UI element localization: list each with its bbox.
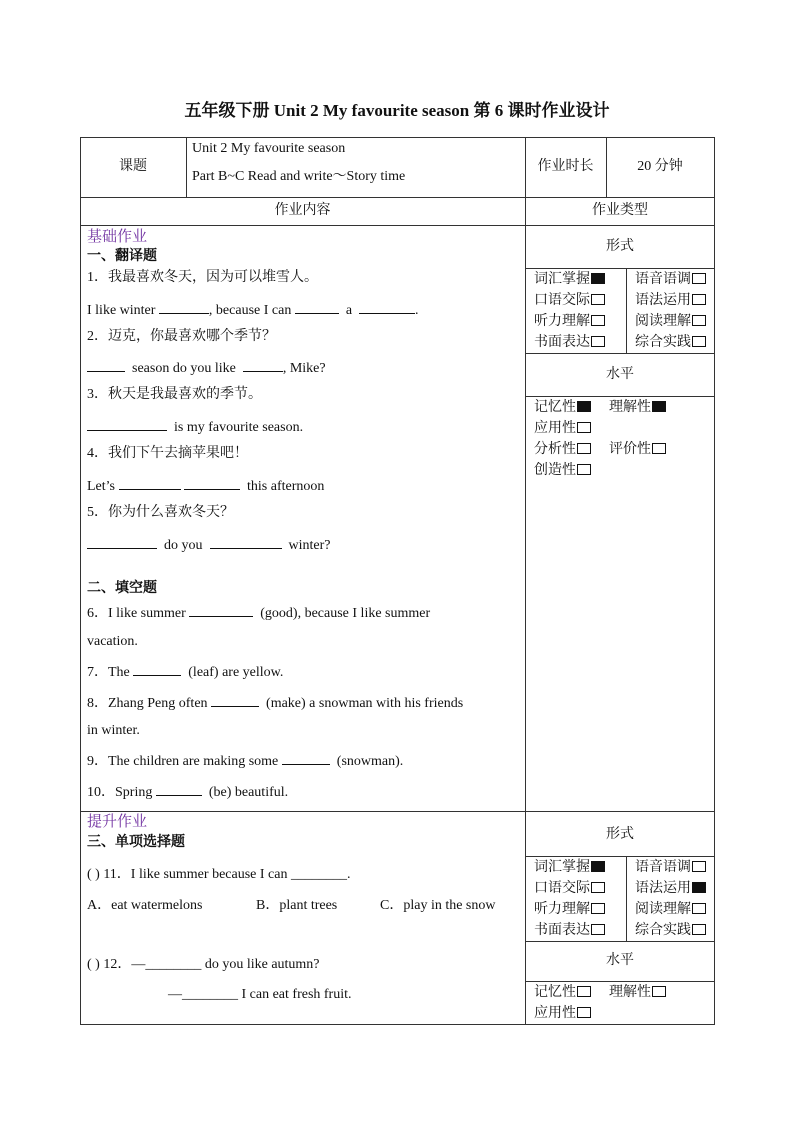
divider [525, 856, 715, 857]
answer-blank[interactable] [210, 535, 282, 549]
divider [525, 981, 715, 982]
checklist-item [534, 922, 605, 940]
answer-blank[interactable] [87, 417, 167, 431]
checklist-label: 语音语调 [635, 860, 691, 875]
section-advanced: 提升作业 [87, 814, 148, 830]
text: 9．The children are making some [87, 754, 279, 769]
text: (snowman). [336, 754, 404, 769]
checklist-item [534, 880, 605, 898]
answer-blank[interactable] [295, 300, 339, 314]
homework-table [80, 137, 715, 1025]
checklist-item [534, 1005, 591, 1023]
checkbox[interactable] [692, 273, 706, 284]
question-answer-line [87, 476, 324, 496]
answer-blank[interactable] [133, 662, 181, 676]
checklist-label: 应用性 [534, 1006, 576, 1021]
question: 5．你为什么喜欢冬天？ [87, 505, 234, 520]
content-label: 作业内容 [274, 203, 331, 218]
checklist-label: 综合实践 [635, 335, 691, 350]
question-answer-line [87, 358, 326, 378]
form-label: 形式 [606, 239, 634, 254]
checklist-label: 理解性 [609, 985, 651, 1000]
checklist-item [635, 271, 706, 289]
checklist-label: 书面表达 [534, 923, 590, 938]
checkbox[interactable] [591, 861, 605, 872]
question-answer-line [87, 603, 430, 623]
checklist-item [534, 462, 591, 480]
checklist-label: 口语交际 [534, 293, 590, 308]
checkbox[interactable] [692, 882, 706, 893]
checklist-label: 记忆性 [534, 400, 576, 415]
text: , because I can [208, 303, 292, 318]
checkbox[interactable] [577, 443, 591, 454]
checklist-label: 书面表达 [534, 335, 590, 350]
table-border-bottom [80, 1024, 715, 1025]
option-a: A．eat watermelons [87, 898, 203, 913]
duration-label: 作业时长 [537, 159, 594, 174]
question: ( ) 12．—________ do you like autumn? [87, 957, 320, 972]
question: —________ I can eat fresh fruit. [168, 987, 352, 1002]
checkbox[interactable] [577, 401, 591, 412]
answer-blank[interactable] [159, 300, 209, 314]
checklist-item [534, 271, 605, 289]
answer-blank[interactable] [189, 603, 253, 617]
part-heading: 二、填空题 [87, 581, 157, 596]
text: 10．Spring [87, 785, 153, 800]
text: 6．I like summer [87, 606, 186, 621]
answer-blank[interactable] [119, 476, 181, 490]
topic-line2: Part B~C Read and write～Story time [192, 169, 406, 184]
checklist-item [635, 313, 706, 331]
answer-blank[interactable] [211, 693, 259, 707]
question-answer-line [87, 662, 283, 682]
checkbox[interactable] [591, 882, 605, 893]
checklist-label: 应用性 [534, 421, 576, 436]
checklist-item [534, 441, 591, 459]
topic-label: 课题 [119, 159, 147, 174]
checkbox[interactable] [591, 315, 605, 326]
question-answer-line [87, 693, 463, 713]
checkbox[interactable] [652, 401, 666, 412]
checkbox[interactable] [591, 273, 605, 284]
divider [626, 268, 627, 353]
text: , Mike? [282, 361, 326, 376]
checklist-label: 听力理解 [534, 314, 590, 329]
checkbox[interactable] [692, 861, 706, 872]
question-answer-line [87, 417, 303, 437]
text: 8．Zhang Peng often [87, 696, 208, 711]
checklist-label: 理解性 [609, 400, 651, 415]
divider [525, 941, 715, 942]
part-heading: 三、单项选择题 [87, 835, 185, 850]
divider [186, 137, 187, 197]
checkbox[interactable] [692, 903, 706, 914]
checklist-label: 语法运用 [635, 881, 691, 896]
checklist-label: 评价性 [609, 442, 651, 457]
checklist-item [534, 399, 591, 417]
checklist-label: 口语交际 [534, 881, 590, 896]
checklist-item [534, 334, 605, 352]
table-border-right [714, 137, 715, 1025]
text: (be) beautiful. [208, 785, 289, 800]
answer-blank[interactable] [282, 751, 330, 765]
checklist-item [635, 880, 706, 898]
checklist-label: 阅读理解 [635, 314, 691, 329]
text: this afternoon [247, 479, 325, 494]
checkbox[interactable] [692, 336, 706, 347]
checkbox[interactable] [577, 1007, 591, 1018]
checklist-label: 词汇掌握 [534, 860, 590, 875]
checklist-label: 综合实践 [635, 923, 691, 938]
divider [80, 811, 715, 812]
checkbox[interactable] [652, 443, 666, 454]
checkbox[interactable] [577, 986, 591, 997]
text: season do you like [132, 361, 236, 376]
divider [525, 353, 715, 354]
checklist-item [635, 901, 706, 919]
question: 2．迈克，你最喜欢哪个季节？ [87, 329, 276, 344]
checklist-item [534, 292, 605, 310]
checklist-item [534, 859, 605, 877]
text: (make) a snowman with his friends [266, 696, 464, 711]
checkbox[interactable] [692, 294, 706, 305]
checklist-label: 记忆性 [534, 985, 576, 1000]
checkbox[interactable] [692, 924, 706, 935]
text: vacation. [87, 634, 138, 649]
duration-value: 20 分钟 [637, 159, 683, 174]
text: (leaf) are yellow. [188, 665, 284, 680]
checkbox[interactable] [577, 464, 591, 475]
checklist-label: 阅读理解 [635, 902, 691, 917]
question: ( ) 11．I like summer because I can ________. [87, 867, 351, 882]
checklist-label: 语法运用 [635, 293, 691, 308]
question: 1．我最喜欢冬天，因为可以堆雪人。 [87, 270, 318, 285]
divider [525, 268, 715, 269]
text: . [415, 303, 419, 318]
checkbox[interactable] [652, 986, 666, 997]
level-label: 水平 [606, 367, 634, 382]
text: do you [164, 538, 203, 553]
checkbox[interactable] [591, 294, 605, 305]
level-label: 水平 [606, 953, 634, 968]
divider [80, 225, 715, 226]
page-title: 五年级下册 Unit 2 My favourite season 第 6 课时作业设计 [184, 101, 610, 120]
text: 7．The [87, 665, 130, 680]
question-answer-line [87, 300, 419, 320]
question-answer-line [87, 782, 288, 802]
checkbox[interactable] [591, 336, 605, 347]
part-heading: 一、翻译题 [87, 249, 157, 264]
answer-blank[interactable] [156, 782, 202, 796]
checklist-label: 听力理解 [534, 902, 590, 917]
checklist-item [635, 334, 706, 352]
divider [626, 856, 627, 941]
text: is my favourite season. [174, 420, 304, 435]
checkbox[interactable] [577, 422, 591, 433]
checklist-item [609, 399, 666, 417]
question-answer-line [87, 751, 403, 771]
form-label: 形式 [606, 827, 634, 842]
checklist-label: 语音语调 [635, 272, 691, 287]
text: I like winter [87, 303, 156, 318]
text: winter? [288, 538, 331, 553]
text: (good), because I like summer [260, 606, 431, 621]
checklist-item [534, 984, 591, 1002]
checkbox[interactable] [692, 315, 706, 326]
answer-blank[interactable] [87, 535, 157, 549]
checklist-item [635, 292, 706, 310]
divider [525, 137, 526, 1025]
checklist-item [534, 313, 605, 331]
checkbox[interactable] [591, 924, 605, 935]
question-answer-line [87, 535, 330, 555]
section-basic: 基础作业 [87, 229, 148, 245]
checklist-item [635, 859, 706, 877]
type-label: 作业类型 [592, 203, 648, 218]
text: a [345, 303, 353, 318]
checkbox[interactable] [591, 903, 605, 914]
text: in winter. [87, 723, 140, 738]
text: Let’s [87, 479, 115, 494]
divider [80, 197, 715, 198]
checklist-item [635, 922, 706, 940]
question: 4．我们下午去摘苹果吧！ [87, 446, 248, 461]
option-b: B．plant trees [256, 898, 338, 913]
answer-blank[interactable] [184, 476, 240, 490]
topic-line1: Unit 2 My favourite season [192, 141, 346, 156]
checklist-item [534, 420, 591, 438]
answer-blank[interactable] [243, 358, 283, 372]
option-c: C．play in the snow [380, 898, 496, 913]
checklist-item [609, 441, 666, 459]
checklist-label: 分析性 [534, 442, 576, 457]
answer-blank[interactable] [359, 300, 415, 314]
table-border-top [80, 137, 715, 138]
checklist-label: 词汇掌握 [534, 272, 590, 287]
question: 3．秋天是我最喜欢的季节。 [87, 387, 262, 402]
table-border-left [80, 137, 81, 1025]
checklist-label: 创造性 [534, 463, 576, 478]
answer-blank[interactable] [87, 358, 125, 372]
divider [525, 396, 715, 397]
checklist-item [534, 901, 605, 919]
checklist-item [609, 984, 666, 1002]
